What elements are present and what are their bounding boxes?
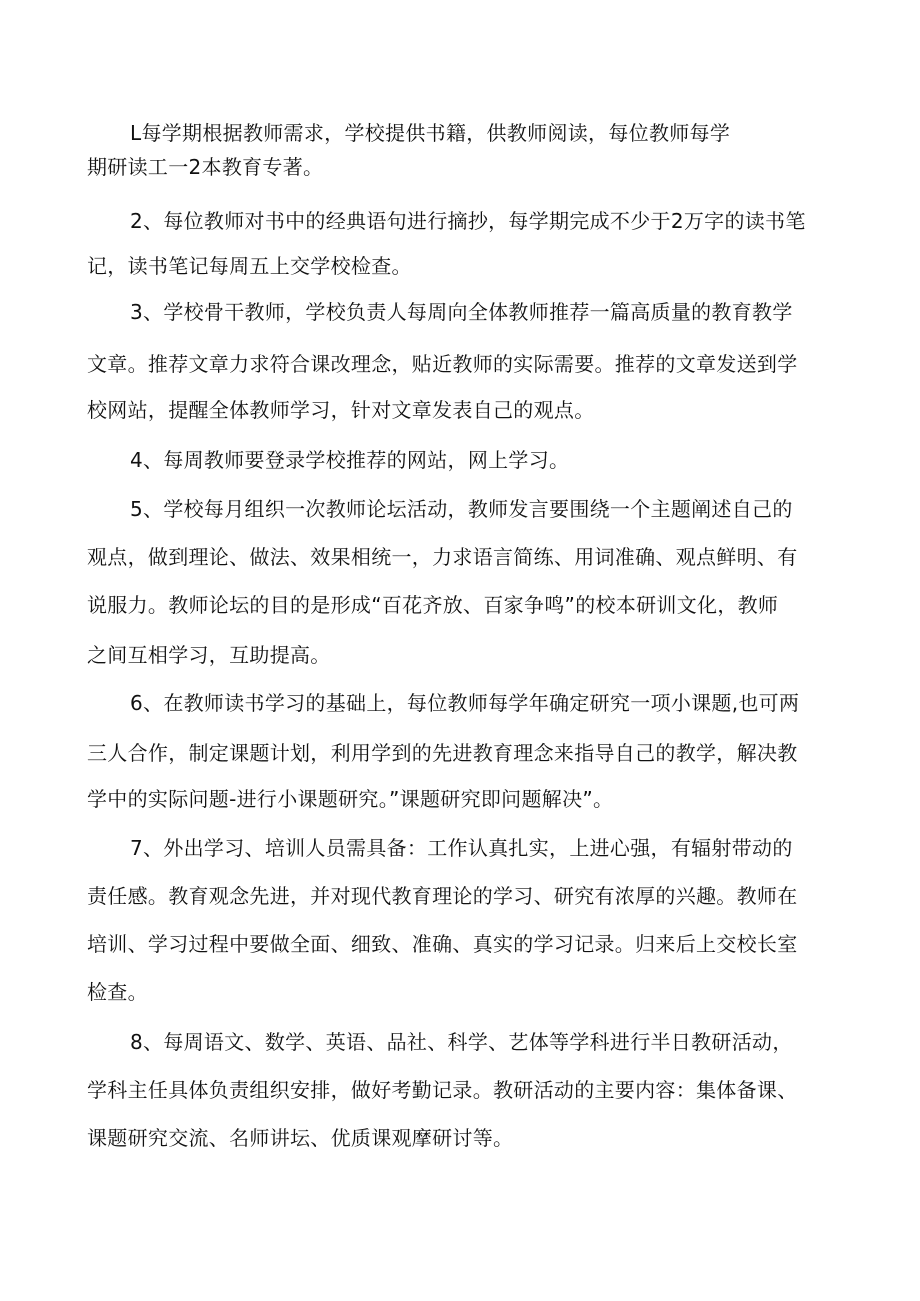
paragraph-1-line-2: 期研读工一2本教育专著。: [87, 155, 324, 179]
paragraph-5-line-1: 5、学校每月组织一次教师论坛活动，教师发言要围绕一个主题阐述自己的: [130, 497, 793, 521]
paragraph-5-line-4: 之间互相学习，互助提高。: [87, 643, 331, 667]
paragraph-6-line-2: 三人合作，制定课题计划，利用学到的先进教育理念来指导自己的教学，解决教: [87, 741, 798, 765]
paragraph-4-line-1: 4、每周教师要登录学校推荐的网站，网上学习。: [130, 448, 570, 472]
paragraph-8-line-2: 学科主任具体负责组织安排，做好考勤记录。教研活动的主要内容：集体备课、: [87, 1078, 798, 1102]
paragraph-7-line-4: 检查。: [87, 980, 148, 1004]
paragraph-3-line-3: 校网站，提醒全体教师学习，针对文章发表自己的观点。: [87, 398, 595, 422]
paragraph-5-line-3: 说服力。教师论坛的目的是形成“百花齐放、百家争鸣”的校本研训文化，教师: [87, 593, 779, 617]
paragraph-6-line-1: 6、在教师读书学习的基础上，每位教师每学年确定研究一项小课题,也可两: [130, 691, 800, 715]
paragraph-3-line-2: 文章。推荐文章力求符合课改理念，贴近教师的实际需要。推荐的文章发送到学: [87, 352, 798, 376]
paragraph-8-line-3: 课题研究交流、名师讲坛、优质课观摩研讨等。: [87, 1126, 514, 1150]
paragraph-8-line-1: 8、每周语文、数学、英语、品社、科学、艺体等学科进行半日教研活动，: [130, 1030, 793, 1054]
paragraph-1-line-1: L每学期根据教师需求，学校提供书籍，供教师阅读，每位教师每学: [130, 121, 731, 145]
paragraph-7-line-3: 培训、学习过程中要做全面、细致、准确、真实的学习记录。归来后上交校长室: [87, 932, 798, 956]
paragraph-6-line-3: 学中的实际问题-进行小课题研究。”课题研究即问题解决”。: [87, 787, 614, 811]
paragraph-7-line-2: 责任感。教育观念先进，并对现代教育理论的学习、研究有浓厚的兴趣。教师在: [87, 884, 798, 908]
paragraph-7-line-1: 7、外出学习、培训人员需具备：工作认真扎实，上进心强，有辐射带动的: [130, 836, 793, 860]
paragraph-2-line-1: 2、每位教师对书中的经典语句进行摘抄，每学期完成不少于2万字的读书笔: [130, 209, 806, 233]
paragraph-2-line-2: 记，读书笔记每周五上交学校检查。: [87, 254, 412, 278]
paragraph-3-line-1: 3、学校骨干教师，学校负责人每周向全体教师推荐一篇高质量的教育教学: [130, 300, 793, 324]
paragraph-5-line-2: 观点，做到理论、做法、效果相统一，力求语言简练、用词准确、观点鲜明、有: [87, 545, 798, 569]
